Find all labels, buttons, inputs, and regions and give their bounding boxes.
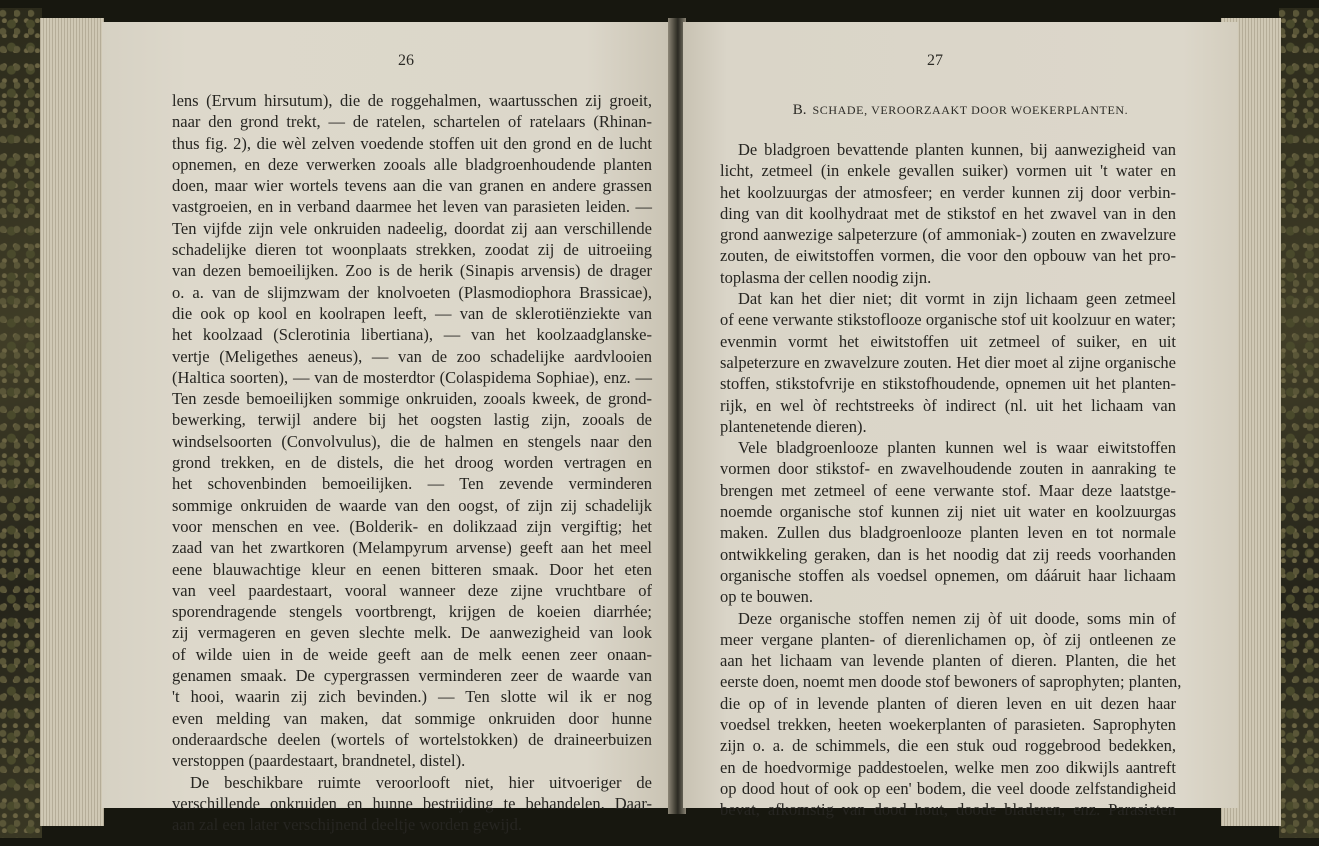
left-page-stack xyxy=(40,18,104,826)
text-line: brengen met zetmeel of eene verwante stof. Maar deze laatstge- xyxy=(720,480,1176,500)
text-line: bevat, afkomstig van dood hout, doode bladeren, enz. Parasieten xyxy=(720,800,1176,820)
text-line: zijn o. a. de schimmels, die een stuk oud roggebrood bedekken, xyxy=(720,736,1176,756)
text-line: sommige onkruiden de waarde van den oogst, of zijn zij schadelijk xyxy=(172,495,652,515)
text-line: stoffen, stikstofvrije en stikstofhoudende, opnemen uit het planten- xyxy=(720,374,1176,394)
text-line: en de hoedvormige paddestoelen, welke men zoo dikwijls aantreft xyxy=(720,757,1176,777)
text-line: schadelijke dieren tot woonplaats strekken, zoodat zij de uitroeiing xyxy=(172,240,652,260)
text-line: Ten zesde bemoeilijken sommige onkruiden, zooals kweek, de grond- xyxy=(172,389,652,409)
text-line: (Haltica soorten), — van de mosterdtor (Colaspidema Sophiae), enz. — xyxy=(172,367,652,387)
text-line: op dood hout of ook op een' bodem, die veel doode zelfstandigheid xyxy=(720,778,1176,798)
text-line: voor menschen en vee. (Bolderik- en dolikzaad zijn vergiftig; het xyxy=(172,516,652,536)
text-line: vastgroeien, en in verband daarmee het leven van parasieten leiden. — xyxy=(172,197,652,217)
right-cover-edge xyxy=(1279,8,1319,838)
text-line: Deze organische stoffen nemen zij òf uit doode, soms min of xyxy=(738,608,1176,628)
text-line: verstoppen (paardestaart, brandnetel, distel). xyxy=(172,751,466,771)
text-line: of eene verwante stikstoflooze organische stof uit koolzuur en water; xyxy=(720,310,1176,330)
text-line: die ook op kool en koolrapen leeft, — van de sklerotiënziekte van xyxy=(172,303,652,323)
text-line: sporendragende stengels voortbrengt, krijgen de koeien diarrhée; xyxy=(172,602,652,622)
text-line: organische stoffen als voedsel opnemen, om dááruit haar lichaam xyxy=(720,565,1176,585)
text-line: De beschikbare ruimte veroorlooft niet, hier uitvoeriger de xyxy=(190,772,652,792)
right-page-body xyxy=(720,139,1182,821)
text-line: van dezen bemoeilijken. Zoo is de herik (Sinapis arvensis) de drager xyxy=(172,261,652,281)
page-number-right: 27 xyxy=(927,52,943,69)
text-line: thus fig. 2), die wèl zelven voedende stoffen uit den grond en de lucht xyxy=(172,133,652,153)
text-line: zouten, de eiwitstoffen vormen, die voor den opbouw van het pro- xyxy=(720,246,1176,266)
left-page xyxy=(102,22,672,835)
text-line: eene blauwachtige kleur en eenen bitteren smaak. Door het eten xyxy=(172,559,652,579)
text-line: salpeterzure en zwavelzure zouten. Het dier moet al zijne organische xyxy=(720,352,1176,372)
left-cover-edge xyxy=(0,8,42,838)
text-line: noemde organische stof kunnen zij niet uit water en koolzuurgas xyxy=(720,502,1176,522)
text-line: ding van dit koolhydraat met de stikstof en het zwavel van in den xyxy=(720,203,1176,223)
right-page xyxy=(683,22,1238,820)
text-line: ontwikkeling geraken, dan is het noodig dat zij reeds voorhanden xyxy=(720,544,1176,564)
text-line: even melding van maken, dat sommige onkruiden door hunne xyxy=(172,708,652,728)
text-line: evenmin vormt het eiwitstoffen uit zetmeel of suiker, en uit xyxy=(720,331,1176,351)
text-line: zij vermageren en geven slechte melk. De aanwezigheid van look xyxy=(172,623,652,643)
text-line: het schovenbinden bemoeilijken. — Ten zevende verminderen xyxy=(172,474,652,494)
text-line: Vele bladgroenlooze planten kunnen wel is waar eiwitstoffen xyxy=(738,438,1176,458)
page-number-left: 26 xyxy=(398,52,414,69)
section-heading xyxy=(683,102,1238,119)
text-line: grond aanwezige salpeterzure (of ammoniak-) zouten en zwavelzure xyxy=(720,225,1176,245)
text-line: licht, zetmeel (in enkele gevallen suiker) vormen uit 't water en xyxy=(720,161,1176,181)
text-line: bewerking, terwijl andere bij het oogsten lastig zijn, zooals de xyxy=(172,410,652,430)
text-line: De bladgroen bevattende planten kunnen, bij aanwezigheid van xyxy=(738,140,1176,159)
text-line: lens (Ervum hirsutum), die de roggehalmen, waartusschen zij groeit, xyxy=(172,91,652,110)
text-line: voedsel trekken, heeten woekerplanten of parasieten. Saprophyten xyxy=(720,715,1176,735)
text-line: grond trekken, en de distels, die het droog worden vertragen en xyxy=(172,453,652,473)
text-line: naar den grond trekt, — de ratelen, schartelen of ratelaars (Rhinan- xyxy=(172,112,652,132)
text-line: het koolzuurgas der atmosfeer; en verder kunnen zij door verbin- xyxy=(720,182,1176,202)
text-line: genamen smaak. De cypergrassen verminderen zeer de waarde van xyxy=(172,666,652,686)
text-line: windselsoorten (Convolvulus), die de halmen en stengels naar den xyxy=(172,431,652,451)
text-line: van veel paardestaart, vooral wanneer deze zijne vruchtbare of xyxy=(172,580,652,600)
text-line: aan het lichaam van levende planten of dieren. Planten, die het xyxy=(720,651,1176,671)
text-line: 't hooi, waarin zij zich bevinden.) — Ten slotte wil ik er nog xyxy=(172,687,652,707)
text-line: toplasma der cellen noodig zijn. xyxy=(720,267,932,287)
text-line: plantenetende dieren). xyxy=(720,416,867,436)
text-line: op te bouwen. xyxy=(720,587,814,607)
text-line: het koolzaad (Sclerotinia libertiana), — van het koolzaadglanske- xyxy=(172,325,652,345)
text-line: rijk, en wel òf rechtstreeks òf indirect (nl. uit het lichaam van xyxy=(720,395,1176,415)
text-line: onderaardsche deelen (wortels of wortelstokken) de draineerbuizen xyxy=(172,729,652,749)
text-line: meer vergane planten- of dierenlichamen op, òf zij ontleenen ze xyxy=(720,629,1176,649)
text-line: doen, maar wier wortels tevens aan die van granen en andere grassen xyxy=(172,176,652,196)
text-line: o. a. van de slijmzwam der knolvoeten (Plasmodiophora Brassicae), xyxy=(172,282,652,302)
text-line: eerste doen, noemt men doode stof bewoners of saprophyten; planten, xyxy=(720,672,1182,692)
text-line: Dat kan het dier niet; dit vormt in zijn lichaam geen zetmeel xyxy=(738,289,1176,309)
section-letter: B. xyxy=(792,102,807,118)
text-line: opnemen, en deze verwerken zooals alle bladgroenhoudende planten xyxy=(172,154,652,174)
section-title: SCHADE, VEROORZAAKT DOOR WOEKERPLANTEN. xyxy=(812,103,1129,117)
text-line: verschillende onkruiden en hunne bestrijding te behandelen. Daar- xyxy=(172,793,652,813)
text-line: aan zal een later verschijnend deeltje worden gewijd. xyxy=(172,815,523,835)
text-line: die op of in levende planten of dieren leven en uit dezen haar xyxy=(720,693,1176,713)
left-page-body xyxy=(172,90,652,835)
text-line: vertje (Meligethes aeneus), — van de zoo schadelijke aardvlooien xyxy=(172,346,652,366)
text-line: Ten vijfde zijn vele onkruiden nadeelig, doordat zij aan verschillende xyxy=(172,218,652,238)
text-line: maken. Zullen dus bladgroenlooze planten leven en tot normale xyxy=(720,523,1176,543)
text-line: zaad van het zwartkoren (Melampyrum arvense) geeft aan het meel xyxy=(172,538,652,558)
text-line: vormen door stikstof- en zwavelhoudende zouten in aanraking te xyxy=(720,459,1176,479)
text-line: of wilde uien in de weide geeft aan de melk eenen zeer onaan- xyxy=(172,644,652,664)
